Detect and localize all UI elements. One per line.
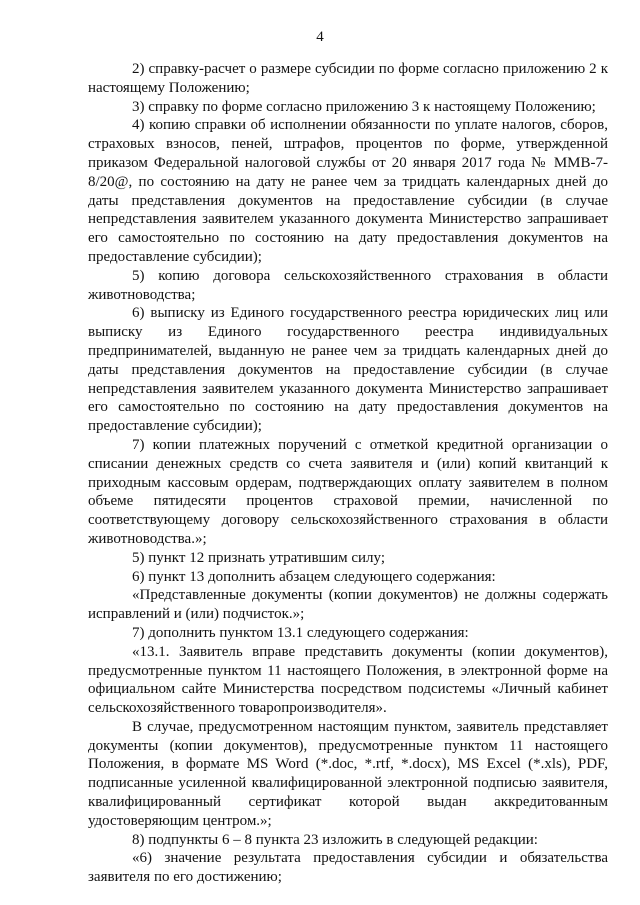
document-body (88, 60, 608, 887)
paragraph-item-2-calculation: 2) справку-расчет о размере субсидии по форме согласно приложению 2 к настоящему Положению; (88, 61, 608, 96)
paragraph-amend-7-clause-13-1: 7) дополнить пунктом 13.1 следующего содержания: (132, 624, 469, 641)
page-number: 4 (316, 29, 324, 45)
paragraph-clause-13-1-electronic-format: В случае, предусмотренном настоящим пунктом, заявитель представляет документы (копии документов), предусмотренные пунктом 11 настоящего Положения, в формате MS Word (*.doc, *.rtf, *.docx), MS Excel (*.xls), PDF, подписанные усиленной квалифицированной электронной подписью заявителя, квалифицированный сертификат которой выдан аккредитованным удостоверяющим центром.»; (88, 718, 608, 829)
paragraph-item-7-payment-orders: 7) копии платежных поручений с отметкой кредитной организации о списании денежных средств со счета заявителя и (или) копий квитанций к приходным кассовым ордерам, подтверждающих оплату заявителем в полном объеме пятидесяти процентов страховой премии, начисленной по соответствующему договору сельскохозяйственного страхования в области животноводства.»; (88, 436, 608, 547)
paragraph-item-6-registry-extract: 6) выписку из Единого государственного реестра юридических лиц или выписку из Единого государственного реестра индивидуальных предпринимателей, выданную не ранее чем за тридцать календарных дней до даты представления документов на предоставление субсидии (в случае непредставления заявителем указанного документа Министерство запрашивает его самостоятельно по состоянию на дату предоставления документов на предоставление субсидии); (88, 305, 608, 435)
paragraph-item-3-certificate: 3) справку по форме согласно приложению 3 к настоящему Положению; (132, 98, 596, 115)
paragraph-amend-6-clause-13: 6) пункт 13 дополнить абзацем следующего содержания: (132, 568, 496, 585)
paragraph-clause-13-addition: «Представленные документы (копии документов) не должны содержать исправлений и (или) подчисток.»; (88, 587, 608, 623)
paragraph-clause-13-1-text: «13.1. Заявитель вправе представить документы (копии документов), предусмотренные пунктом 11 настоящего Положения, в электронной форме на официальном сайте Министерства посредством подсистемы «Личный кабинет сельскохозяйственного товаропроизводителя». (88, 643, 608, 717)
paragraph-item-4-tax-certificate: 4) копию справки об исполнении обязанности по уплате налогов, сборов, страховых взносов, пеней, штрафов, процентов по форме, утвержденной приказом Федеральной налоговой службы от 20 января 2017 года № ММВ-7-8/20@, по состоянию на дату не ранее чем за тридцать календарных дней до даты представления документов на предоставление субсидии (в случае непредставления заявителем указанного документа Министерство запрашивает его самостоятельно по состоянию на дату предоставления документов на предоставление субсидии); (88, 117, 608, 265)
paragraph-clause-23-item-6: «6) значение результата предоставления субсидии и обязательства заявителя по его достижению; (88, 850, 608, 886)
paragraph-item-5-insurance-contract: 5) копию договора сельскохозяйственного страхования в области животноводства; (88, 267, 608, 303)
paragraph-amend-5-clause-12: 5) пункт 12 признать утратившим силу; (132, 549, 386, 566)
paragraph-amend-8-clause-23: 8) подпункты 6 – 8 пункта 23 изложить в следующей редакции: (132, 831, 538, 848)
